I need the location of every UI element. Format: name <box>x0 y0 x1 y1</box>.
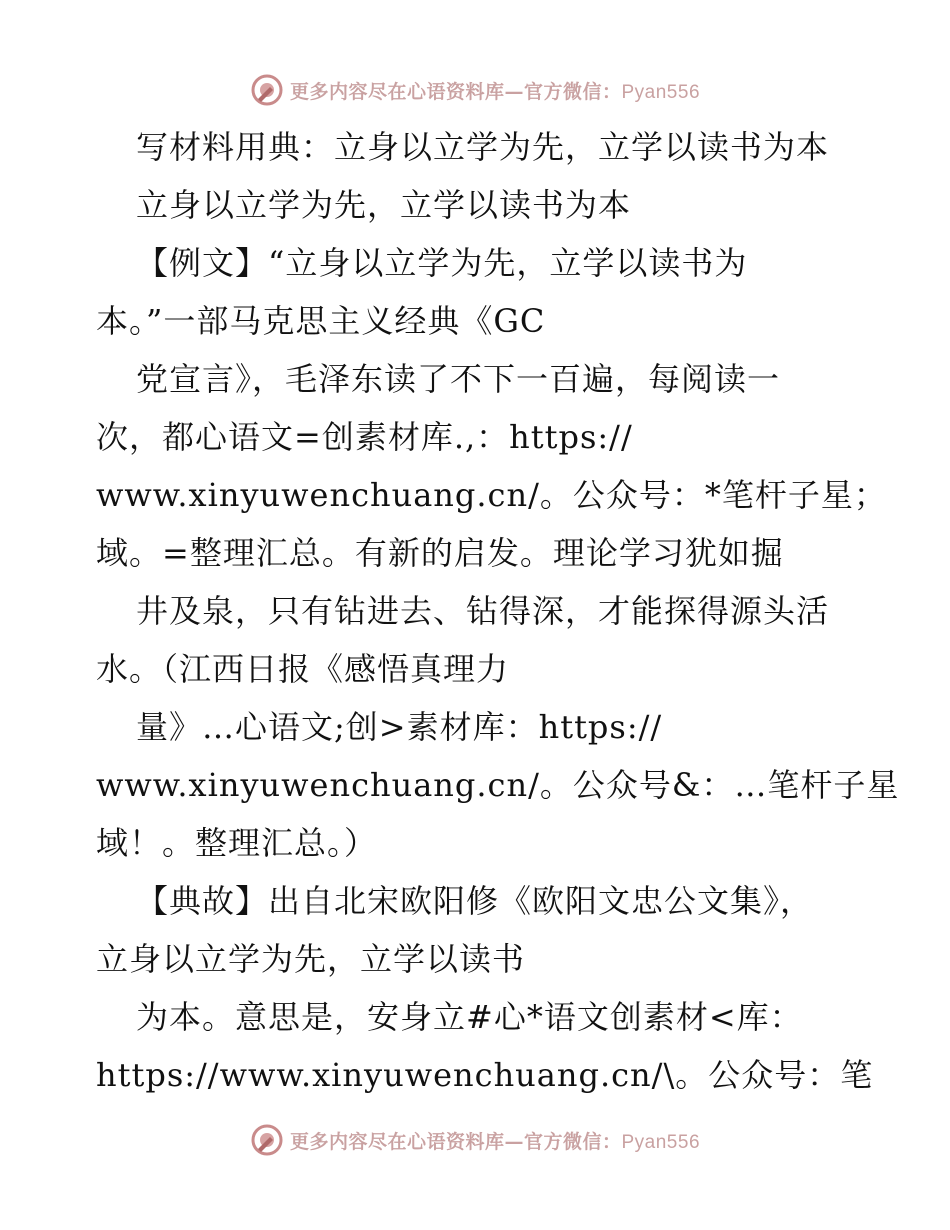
text-line: https://www.xinyuwenchuang.cn/\。公众号：笔 <box>96 1056 874 1094</box>
text-line: 域。=整理汇总。有新的启发。理论学习犹如掘 <box>96 534 784 572</box>
text-line: 写材料用典：立身以立学为先，立学以读书为本 <box>136 128 830 166</box>
text-line: www.xinyuwenchuang.cn/。公众号&：…笔杆子星 <box>96 766 900 804</box>
text-line: 域！。整理汇总。） <box>96 824 378 862</box>
text-line: 水。（江西日报《感悟真理力 <box>96 650 510 688</box>
watermark-text: 更多内容尽在心语资料库—官方微信：Pyan556 <box>289 80 701 103</box>
watermark-logo-icon <box>250 73 284 107</box>
text-line: 【典故】出自北宋欧阳修《欧阳文忠公文集》， <box>136 882 814 920</box>
text-line: 为本。意思是，安身立#心*语文创素材<库： <box>136 998 803 1036</box>
text-line: 次，都心语文=创素材库.,：https:// <box>96 418 633 456</box>
text-line: 量》…心语文;创>素材库：https:// <box>136 708 663 746</box>
text-line: 立身以立学为先，立学以读书为本 <box>136 186 632 224</box>
text-line: 本。”一部马克思主义经典《GC <box>96 302 546 340</box>
document-body <box>96 118 900 1104</box>
header-watermark <box>0 70 950 110</box>
watermark-text: 更多内容尽在心语资料库—官方微信：Pyan556 <box>289 1130 701 1153</box>
watermark-logo-icon <box>250 1123 284 1157</box>
text-line: 【例文】“立身以立学为先，立学以读书为 <box>136 244 748 282</box>
text-line: www.xinyuwenchuang.cn/。公众号：*笔杆子星； <box>96 476 887 514</box>
text-line: 党宣言》，毛泽东读了不下一百遍，每阅读一 <box>136 360 781 398</box>
footer-watermark <box>0 1120 950 1160</box>
text-line: 立身以立学为先，立学以读书 <box>96 940 526 978</box>
text-line: 井及泉，只有钻进去、钻得深，才能探得源头活 <box>136 592 830 630</box>
